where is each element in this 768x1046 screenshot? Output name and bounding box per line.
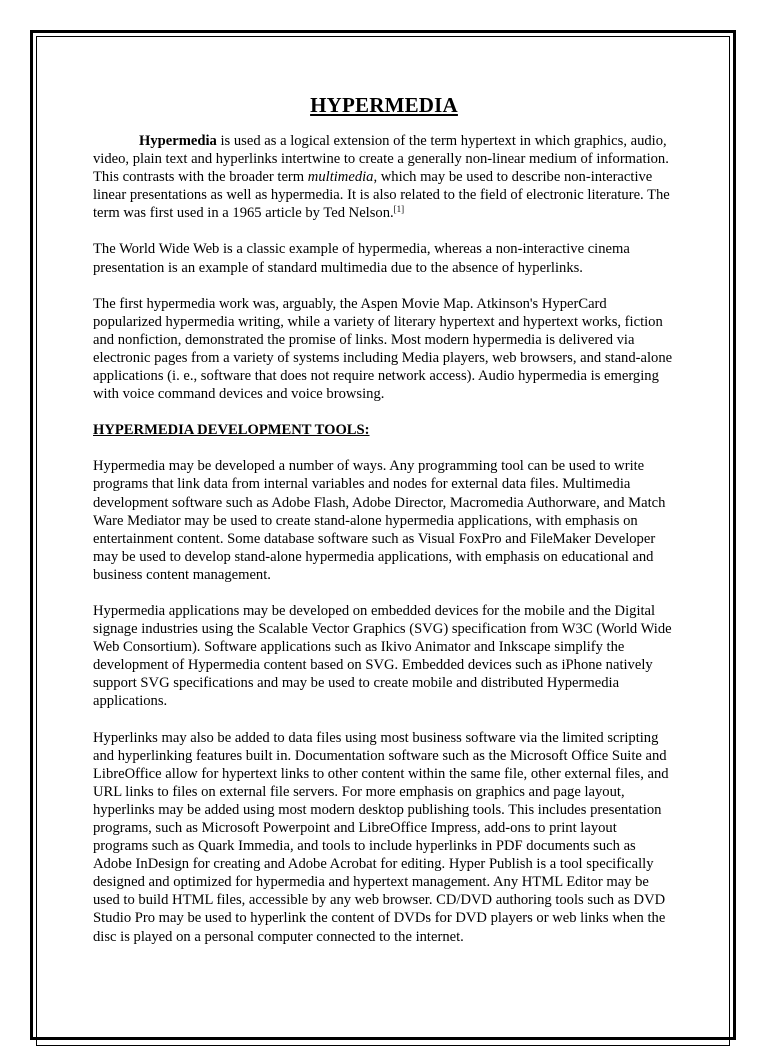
intro-paragraph (93, 132, 675, 222)
paragraph-embedded-devices: Hypermedia applications may be developed on embedded devices for the mobile and the Digital signage industries using the Scalable Vector Graphics (SVG) specification from W3C (World Wide Web Consortium). Software applications such as Ikivo Animator and Inkscape simplify the development of Hypermedia content based on SVG. Embedded devices such as iPhone natively support SVG specifications and may be used to create mobile and distributed Hypermedia applications. (93, 602, 672, 710)
paragraph-development-ways: Hypermedia may be developed a number of ways. Any programming tool can be used to write programs that link data from internal variables and nodes for external data files. Multimedia development software such as Adobe Flash, Adobe Director, Macromedia Authorware, and Match Ware Mediator may be used to create stand-alone hypermedia applications, with emphasis on entertainment content. Some database software such as Visual FoxPro and FileMaker Developer may be used to develop stand-alone hypermedia applications, with emphasis on educational and business content management. (93, 458, 666, 583)
footnote-link[interactable]: [1] (393, 204, 405, 215)
paragraph-first-hypermedia-work: The first hypermedia work was, arguably, the Aspen Movie Map. Atkinson's HyperCard popularized hypermedia writing, while a variety of literary hypertext and hypertext works, fiction and nonfiction, demonstrated the promise of links. Most modern hypermedia is delivered via electronic pages from a variety of systems including Media players, web browsers, and stand-alone applications (i. e., software that does not require network access). Audio hypermedia is emerging with voice command devices and voice browsing. (93, 295, 673, 403)
document-title: HYPERMEDIA (310, 93, 458, 117)
intro-italic-term: multimedia (307, 169, 374, 186)
intro-text-b: , which may be used to describe non-interactive linear presentations as well as hypermedia. It is also related to the field of electronic literature. The term was first used in a 1965 article by Ted Nelson. (93, 169, 670, 222)
section-heading: HYPERMEDIA DEVELOPMENT TOOLS: (93, 422, 370, 439)
intro-text-a: is used as a logical extension of the term hypertext in which graphics, audio, video, plain text and hyperlinks intertwine to create a generally non-linear medium of information. This contrasts with the broader term (93, 133, 669, 186)
paragraph-hyperlinks-business-software: Hyperlinks may also be added to data files using most business software via the limited scripting and hyperlinking features built in. Documentation software such as the Microsoft Office Suite and LibreOffice allow for hypertext links to other content within the same file, other external files, and URL links to files on external file servers. For more emphasis on graphics and page layout, hyperlinks may be added using most modern desktop publishing tools. This includes presentation programs, such as Microsoft Powerpoint and LibreOffice Impress, add-ons to print layout programs such as Quark Immedia, and tools to include hyperlinks in PDF documents such as Adobe InDesign for creating and Adobe Acrobat for editing. Hyper Publish is a tool specifically designed and optimized for hypermedia and hypertext management. Any HTML Editor may be used to build HTML files, accessible by any web browser. CD/DVD authoring tools such as DVD Studio Pro may be used to hyperlink the content of DVDs for DVD players or web links when the disc is played on a personal computer connected to the internet. (93, 729, 669, 945)
document-body (93, 92, 675, 964)
paragraph-world-wide-web: The World Wide Web is a classic example of hypermedia, whereas a non-interactive cinema presentation is an example of standard multimedia due to the absence of hyperlinks. (93, 241, 630, 276)
intro-term: Hypermedia (139, 133, 217, 149)
